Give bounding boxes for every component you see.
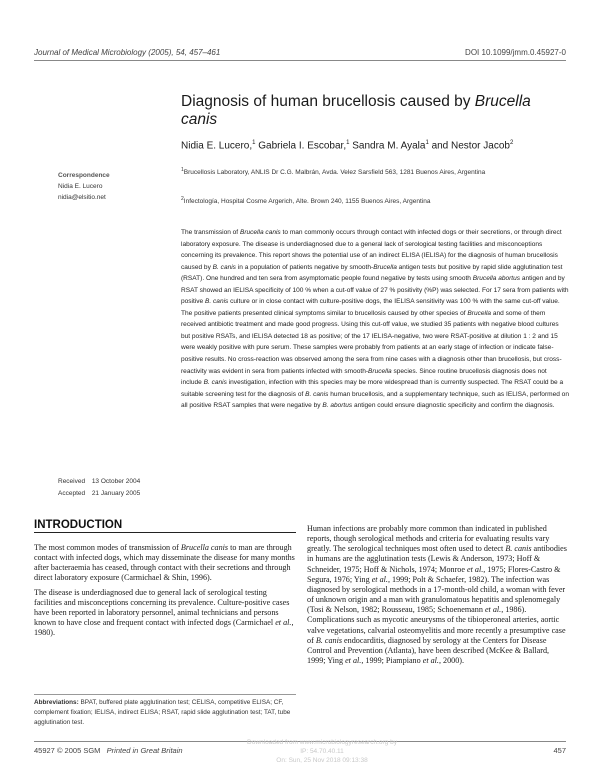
abbreviations-footnote: Abbreviations: BPAT, buffered plate agglutination test; CELISA, competitive ELISA; CF, complement fixation; IELISA, indirect ELISA; RSAT, rapid slide agglutination test; TAT, tube agglutination test. [34,694,296,727]
author-name: Sandra M. Ayala [352,140,426,152]
copyright-line: 45927 © 2005 SGM Printed in Great Britain [34,746,183,755]
section-heading-introduction: INTRODUCTION [34,519,296,533]
article-title: Diagnosis of human brucellosis caused by Brucella canis [181,93,531,128]
correspondence-email[interactable]: nidia@elsitio.net [58,194,106,201]
author-list: Nidia E. Lucero,$^1$ Gabriela I. Escobar,$^1$ Sandra M. Ayala$^1$ and Nestor Jacob$^2$ [181,140,514,152]
accepted-label: Accepted [58,489,86,497]
download-watermark: Downloaded from www.microbiologyresearch.org by IP: 54.70.40.11 On: Sun, 25 Nov 2018 09:13:38 [247,739,397,764]
paragraph: Human infections are probably more common than indicated in published reports, though serological methods and criteria for evaluating results vary greatly. The serological techniques most often used to detect B. canis antibodies in humans are the agglutination tests (Lewis & Anderson, 1973; Hoff & Schneider, 1975; Hoff & Nichols, 1974; Monroe et al., 1975; Flores-Castro & Segura, 1976; Ying et al., 1999; Polt & Schaefer, 1982). The infection was diagnosed by serological methods in a 17-month-old child, a woman with fever of unknown origin and a man with granulomatous hepatitis and splenomegaly (Tosi & Nelson, 1982; Rousseau, 1985; Schoenemann et al., 1986). Complications such as mycotic aneurysms of the tibioperoneal arteries, aortic valve vegetations, calvarial osteomyelitis and more recently a presumptive case of B. canis endocarditis, diagnosed by serology at the Centers for Disease Control and Prevention (Atlanta), have been described (McKee & Ballard, 1999; Ying et al., 1999; Piampiano et al., 2000). [307,524,567,666]
journal-citation: Journal of Medical Microbiology (2005), 54, 457–461 [34,48,221,57]
page-number: 457 [553,746,566,755]
paragraph: The most common modes of transmission of Brucella canis to man are through contact with infected dogs, which may disseminate the disease for many months after bacteraemia has ceased, through contact with their secretions and through direct laboratory exposure (Carmichael & Shin, 1996). [34,543,295,583]
affiliation-1: $^1$Brucellosis Laboratory, ANLIS Dr C.G. Malbrán, Avda. Velez Sarsfield 563, 1281 Buenos Aires, Argentina [181,167,486,177]
author-name: Nidia E. Lucero, [181,140,253,152]
author-name: and Nestor Jacob [431,140,510,152]
doi-label: DOI 10.1099/jmm.0.45927-0 [465,48,566,57]
header-rule [34,60,566,61]
paragraph: The disease is underdiagnosed due to general lack of serological testing facilities and misconceptions concerning its prevalence. Culture-positive cases have been reported in laboratory personnel, animal technicians and persons known to have close and frequent contact with infected dogs (Carmichael et al., 1980). [34,587,294,638]
body-column-left [34,543,296,642]
affiliation-2: $^2$Infectología, Hospital Cosme Argerich, Alte. Brown 240, 1155 Buenos Aires, Argentina [181,196,431,206]
correspondence-block [58,170,173,203]
abstract: The transmission of Brucella canis to man commonly occurs through contact with infected dogs or their secretions, or through direct laboratory exposure. The disease is underdiagnosed due to a general lack of serological testing facilities and misconceptions concerning its prevalence. This report shows the potential use of an indirect ELISA (IELISA) for the diagnosis of human brucellosis caused by B. canis in a population of patients negative by smooth-Brucella antigen tests but positive by rapid slide agglutination test (RSAT). One hundred and ten sera from asymptomatic people found negative by tests using smooth Brucella abortus antigen and by RSAT showed an IELISA specificity of 100 % when a cut-off value of 27 % positivity (%P) was selected. For 17 sera from patients with positive B. canis culture or in close contact with culture-positive dogs, the IELISA sensitivity was 100 % with the same cut-off value. The positive patients presented clinical symptoms similar to brucellosis caused by other species of Brucella and some of them received antibiotic treatment and made good progress. Using this cut-off value, we studied 35 patients with negative blood cultures but positive RSATs, and IELISA detected 18 as positive; of the 17 IELISA-negative, two were RSAT-positive at dilution 1 : 2 and 15 were weakly positive with pure serum. These samples were probably from patients at an early stage of infection or indicate false-positive results. No cross-reaction was observed among the sera from nine cases with a diagnosis other than brucellosis, but cross-reactivity was evident in sera from patients infected with smooth-Brucella species. Since routine brucellosis diagnosis does not include B. canis investigation, infection with this species may be more widespread than is currently suspected. The RSAT could be a suitable screening test for the diagnosis of B. canis human brucellosis, and a supplementary technique, such as IELISA, performed on all positive RSAT samples that were negative by B. abortus antigen could ensure diagnostic specificity and confirm the diagnosis. [181,229,569,410]
correspondence-label: Correspondence [58,172,110,179]
author-name: Gabriela I. Escobar, [258,140,347,152]
received-label: Received [58,478,86,485]
accepted-date: 21 January 2005 [91,489,141,497]
correspondence-name: Nidia E. Lucero [58,183,103,190]
received-date: 13 October 2004 [91,478,141,485]
body-column-right [307,524,569,670]
article-dates [58,476,178,499]
